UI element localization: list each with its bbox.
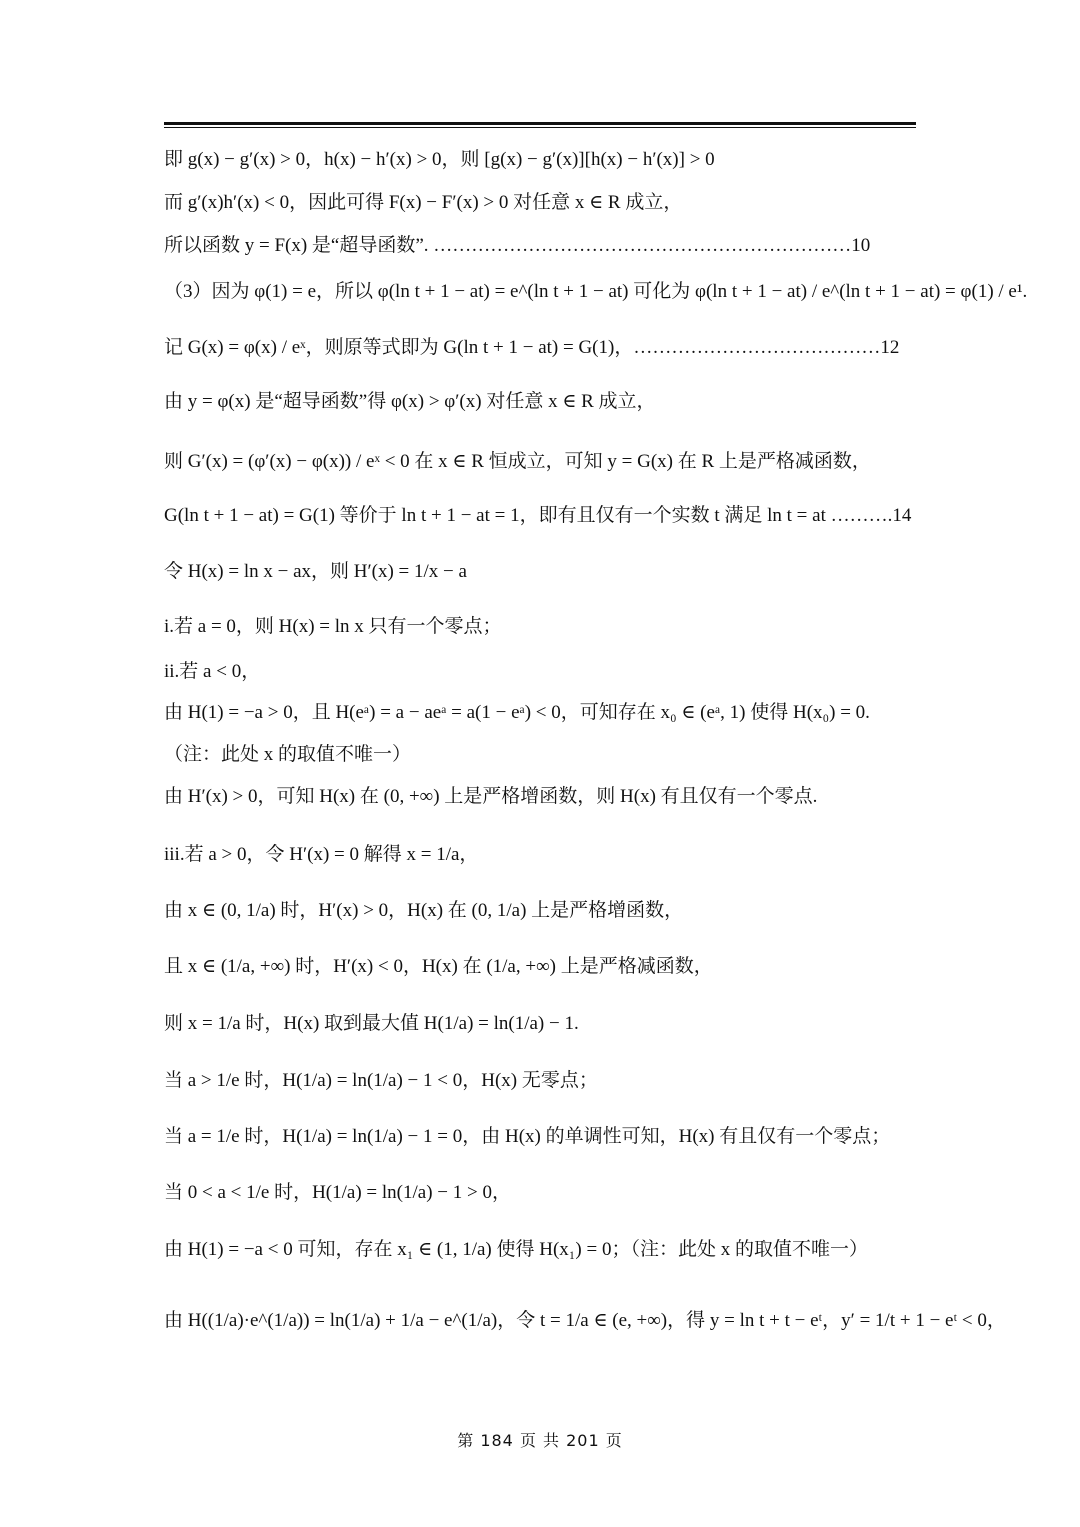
page-footer: 第 184 页 共 201 页 xyxy=(457,1431,623,1450)
text-line: 由 H′(x) > 0，可知 H(x) 在 (0, +∞) 上是严格增函数，则 H(x) 有且仅有一个零点. xyxy=(164,786,818,807)
text-line: G(ln t + 1 − at) = G(1) 等价于 ln t + 1 − at = 1，即有且仅有一个实数 t 满足 ln t = at ……….14 xyxy=(164,505,912,526)
text-line: （3）因为 φ(1) = e，所以 φ(ln t + 1 − at) = e^(ln t + 1 − at) 可化为 φ(ln t + 1 − at) / e^(ln t + 1 − at) = φ(1) / e¹. xyxy=(164,281,1028,302)
text-line: 则 x = 1/a 时，H(x) 取到最大值 H(1/a) = ln(1/a) − 1. xyxy=(164,1013,579,1034)
text-line: 由 x ∈ (0, 1/a) 时，H′(x) > 0，H(x) 在 (0, 1/a) 上是严格增函数， xyxy=(164,900,684,921)
text-line: 由 H(1) = −a < 0 可知，存在 x₁ ∈ (1, 1/a) 使得 H(x₁) = 0；（注：此处 x 的取值不唯一） xyxy=(164,1239,868,1260)
text-line: （注：此处 x 的取值不唯一） xyxy=(164,744,412,765)
text-line: 而 g′(x)h′(x) < 0，因此可得 F(x) − F′(x) > 0 对任意 x ∈ R 成立， xyxy=(164,192,683,213)
text-line: 所以函数 y = F(x) 是“超导函数”. …………………………………………………………10 xyxy=(164,235,871,256)
text-line: 记 G(x) = φ(x) / eˣ，则原等式即为 G(ln t + 1 − at) = G(1)，…………………………………12 xyxy=(164,337,900,358)
header-rule-thick xyxy=(164,122,916,125)
text-line: 当 a = 1/e 时，H(1/a) = ln(1/a) − 1 = 0，由 H(x) 的单调性可知，H(x) 有且仅有一个零点； xyxy=(164,1126,891,1147)
text-line: 由 H(1) = −a > 0，且 H(eᵃ) = a − aeᵃ = a(1 − eᵃ) < 0，可知存在 x₀ ∈ (eᵃ, 1) 使得 H(x₀) = 0. xyxy=(164,702,870,723)
text-line: 当 a > 1/e 时，H(1/a) = ln(1/a) − 1 < 0，H(x) 无零点； xyxy=(164,1070,598,1091)
text-line: ii.若 a < 0， xyxy=(164,661,261,682)
text-line: iii.若 a > 0，令 H′(x) = 0 解得 x = 1/a， xyxy=(164,844,479,865)
text-line: 令 H(x) = ln x − ax，则 H′(x) = 1/x − a xyxy=(164,561,467,582)
text-line: 由 H((1/a)·e^(1/a)) = ln(1/a) + 1/a − e^(1/a)，令 t = 1/a ∈ (e, +∞)，得 y = ln t + t − eᵗ，y′ = 1/t + 1 − eᵗ < 0， xyxy=(164,1310,1006,1331)
text-line: 由 y = φ(x) 是“超导函数”得 φ(x) > φ′(x) 对任意 x ∈ R 成立， xyxy=(164,391,656,412)
text-line: 即 g(x) − g′(x) > 0，h(x) − h′(x) > 0，则 [g(x) − g′(x)][h(x) − h′(x)] > 0 xyxy=(164,149,715,170)
header-rule-thin xyxy=(164,127,916,128)
text-line: i.若 a = 0，则 H(x) = ln x 只有一个零点； xyxy=(164,616,502,637)
text-line: 且 x ∈ (1/a, +∞) 时，H′(x) < 0，H(x) 在 (1/a, +∞) 上是严格减函数， xyxy=(164,956,713,977)
text-line: 则 G′(x) = (φ′(x) − φ(x)) / eˣ < 0 在 x ∈ R 恒成立，可知 y = G(x) 在 R 上是严格减函数， xyxy=(164,451,871,472)
text-line: 当 0 < a < 1/e 时，H(1/a) = ln(1/a) − 1 > 0， xyxy=(164,1182,511,1203)
